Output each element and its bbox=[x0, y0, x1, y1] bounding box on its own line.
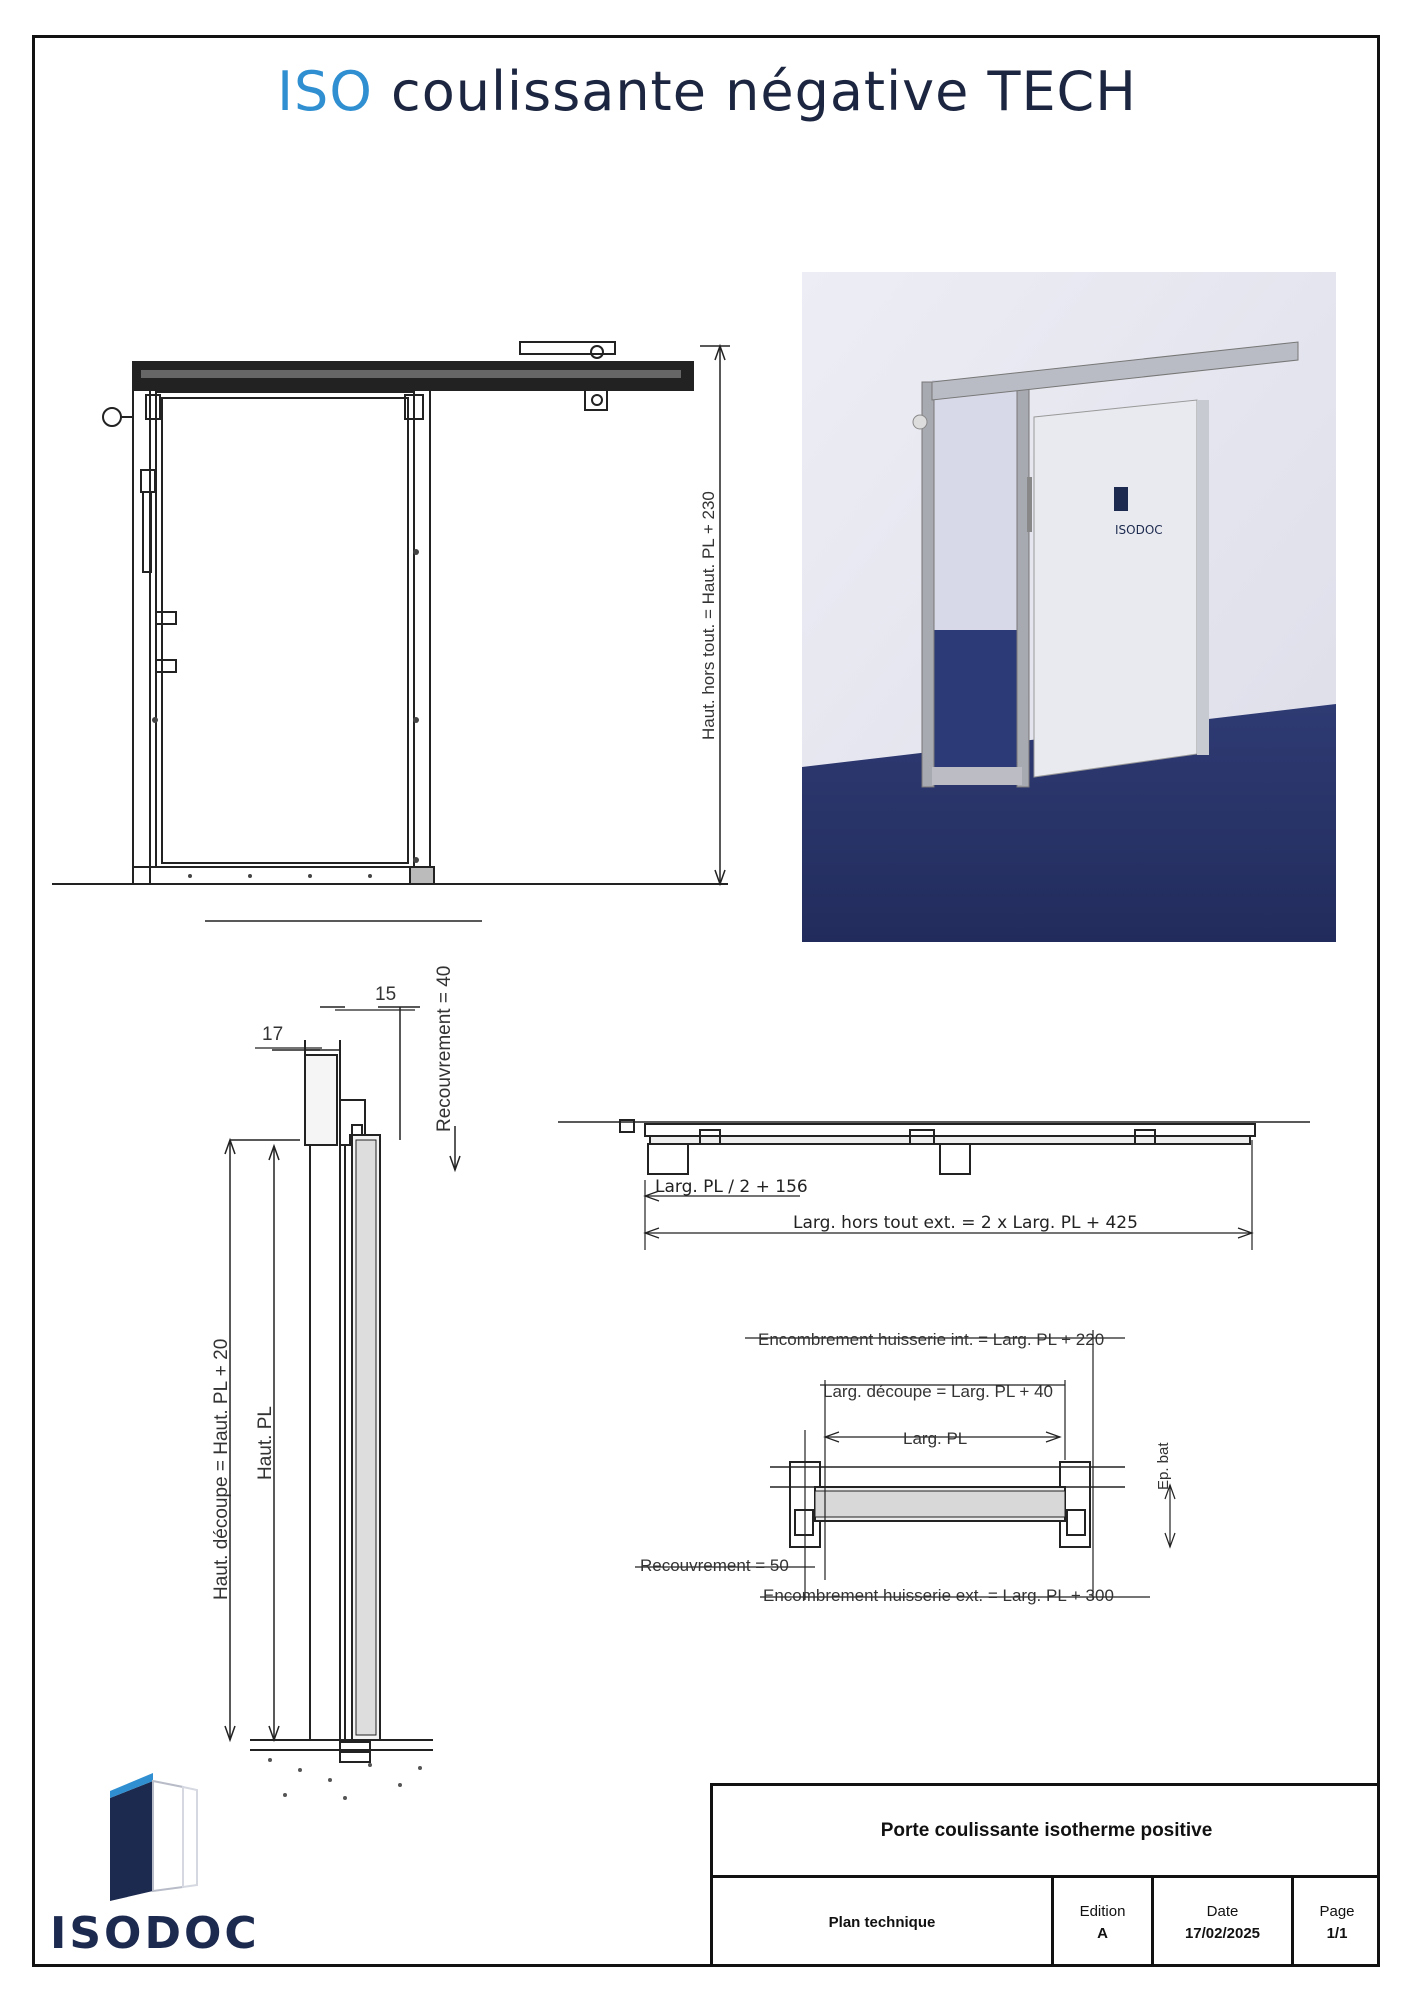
edition-value: A bbox=[1097, 1924, 1108, 1942]
logo-text: ISODOC bbox=[50, 1908, 260, 1959]
dim-larg-decoupe: Larg. découpe = Larg. PL + 40 bbox=[823, 1382, 1053, 1401]
dim-huisserie-int: Encombrement huisserie int. = Larg. PL + 220 bbox=[758, 1330, 1105, 1349]
title-block-product: Porte coulissante isotherme positive bbox=[713, 1786, 1380, 1878]
front-elevation bbox=[52, 342, 730, 884]
title-block-date bbox=[1151, 1878, 1291, 1967]
title-text: coulissante négative TECH bbox=[391, 60, 1137, 123]
title-accent: ISO bbox=[277, 60, 373, 123]
dim-haut-decoupe: Haut. découpe = Haut. PL + 20 bbox=[211, 1338, 232, 1600]
dim-17: 17 bbox=[262, 1024, 284, 1045]
title-block-edition bbox=[1051, 1878, 1151, 1967]
dim-overall-height: Haut. hors tout. = Haut. PL + 230 bbox=[699, 491, 718, 740]
dim-recouvrement-section: Recouvrement = 40 bbox=[434, 965, 455, 1132]
title-block bbox=[710, 1783, 1380, 1967]
dim-recouvrement-plan: Recouvrement = 50 bbox=[640, 1556, 789, 1575]
edition-label: Edition bbox=[1079, 1902, 1126, 1920]
title-block-page bbox=[1291, 1878, 1380, 1967]
render-brand: ISODOC bbox=[1115, 523, 1163, 537]
dim-15: 15 bbox=[375, 984, 397, 1005]
dim-ep-bat: Ep. bat bbox=[1155, 1442, 1172, 1490]
page-value: 1/1 bbox=[1326, 1924, 1348, 1942]
dim-total-width: Larg. hors tout ext. = 2 x Larg. PL + 425 bbox=[793, 1213, 1138, 1233]
door-render bbox=[802, 272, 1336, 942]
dim-half-width: Larg. PL / 2 + 156 bbox=[655, 1177, 808, 1197]
dim-huisserie-ext: Encombrement huisserie ext. = Larg. PL + 300 bbox=[763, 1586, 1114, 1605]
dim-larg-pl: Larg. PL bbox=[903, 1429, 968, 1448]
dim-haut-pl: Haut. PL bbox=[255, 1406, 276, 1480]
title-block-doc-type bbox=[713, 1878, 1051, 1967]
date-label: Date bbox=[1206, 1902, 1239, 1920]
date-value: 17/02/2025 bbox=[1184, 1924, 1261, 1942]
page-label: Page bbox=[1319, 1902, 1355, 1920]
doc-type-value: Plan technique bbox=[828, 1913, 936, 1931]
